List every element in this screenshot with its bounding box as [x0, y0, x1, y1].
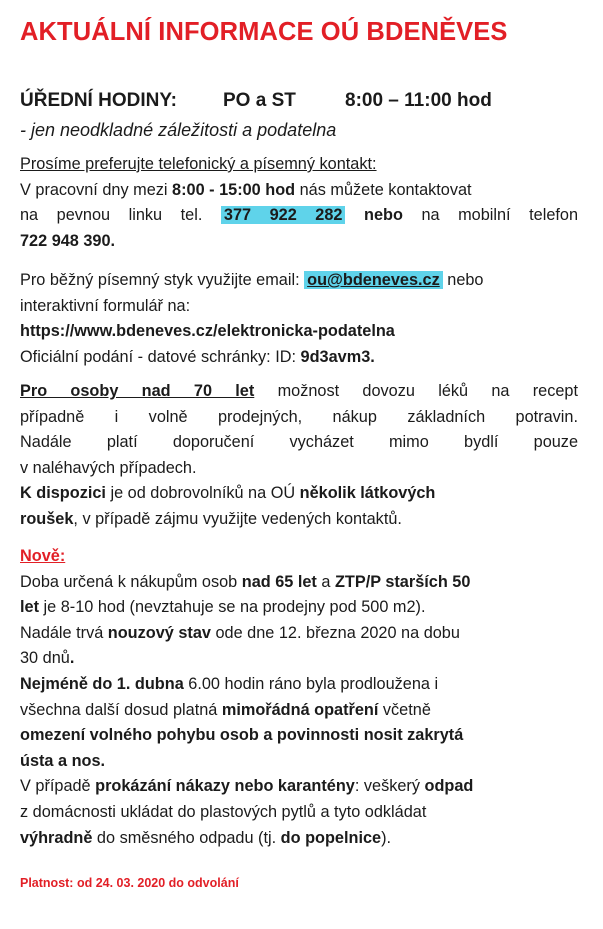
validity-footer: Platnost: od 24. 03. 2020 do odvolání [20, 876, 239, 890]
contact-line-2: na pevnou linku tel. 377 922 282 nebo na mobilní telefon [20, 206, 579, 225]
contact-line-1: V pracovní dny mezi 8:00 - 15:00 hod nás můžete kontaktovat [20, 180, 472, 199]
email-section [20, 268, 578, 370]
office-hours-note: - jen neodkladné záležitosti a podatelna [20, 120, 337, 140]
office-hours-time: 8:00 – 11:00 hod [345, 90, 492, 111]
news-line-5: Nejméně do 1. dubna 6.00 hodin ráno byla prodloužena i [20, 674, 439, 693]
landline-phone: 377 922 282 [221, 206, 346, 224]
seniors-section [20, 379, 578, 533]
news-line-9: V případě prokázání nákazy nebo karantény: veškerý odpad [20, 777, 474, 796]
data-box-line: Oficiální podání - datové schránky: ID: 9d3avm3. [20, 347, 375, 366]
seniors-line-3: Nadále platí doporučení vycházet mimo bydlí pouze [20, 433, 578, 452]
contact-heading: Prosíme preferujte telefonický a písemný kontakt: [20, 155, 377, 173]
news-line-11: výhradně do směsného odpadu (tj. do popelnice). [20, 828, 392, 847]
news-line-10: z domácnosti ukládat do plastových pytlů a tyto odkládat [20, 802, 427, 821]
news-line-7: omezení volného pohybu osob a povinnosti nosit zakrytá [20, 726, 464, 745]
news-line-8: ústa a nos. [20, 751, 106, 770]
news-heading: Nově: [20, 547, 66, 565]
office-hours-days: PO a ST [223, 90, 296, 111]
news-section [20, 544, 578, 851]
contact-section [20, 152, 578, 254]
email-line-1: Pro běžný písemný styk využijte email: ou@bdeneves.cz nebo [20, 271, 484, 289]
office-hours-label: ÚŘEDNÍ HODINY: [20, 90, 177, 111]
email-line-2: interaktivní formulář na: [20, 296, 191, 315]
mobile-phone: 722 948 390. [20, 231, 116, 250]
seniors-line-1: Pro osoby nad 70 let možnost dovozu léků na recept [20, 382, 578, 400]
page-title: AKTUÁLNÍ INFORMACE OÚ BDENĚVES [20, 18, 508, 46]
seniors-line-2: případně i volně prodejných, nákup základních potravin. [20, 407, 578, 426]
email-link[interactable]: ou@bdeneves.cz [304, 271, 443, 289]
news-line-6: všechna další dosud platná mimořádná opatření včetně [20, 700, 431, 719]
seniors-line-5: K dispozici je od dobrovolníků na OÚ několik látkových [20, 484, 436, 503]
news-line-3: Nadále trvá nouzový stav ode dne 12. března 2020 na dobu [20, 623, 460, 642]
news-line-1: Doba určená k nákupům osob nad 65 let a ZTP/P starších 50 [20, 572, 471, 591]
seniors-line-4: v naléhavých případech. [20, 458, 197, 477]
news-line-2: let je 8-10 hod (nevztahuje se na prodejny pod 500 m2). [20, 598, 426, 617]
form-url-link[interactable]: https://www.bdeneves.cz/elektronicka-podatelna [20, 322, 395, 341]
seniors-line-6: roušek, v případě zájmu využijte vedených kontaktů. [20, 509, 402, 528]
news-line-4: 30 dnů. [20, 649, 75, 668]
